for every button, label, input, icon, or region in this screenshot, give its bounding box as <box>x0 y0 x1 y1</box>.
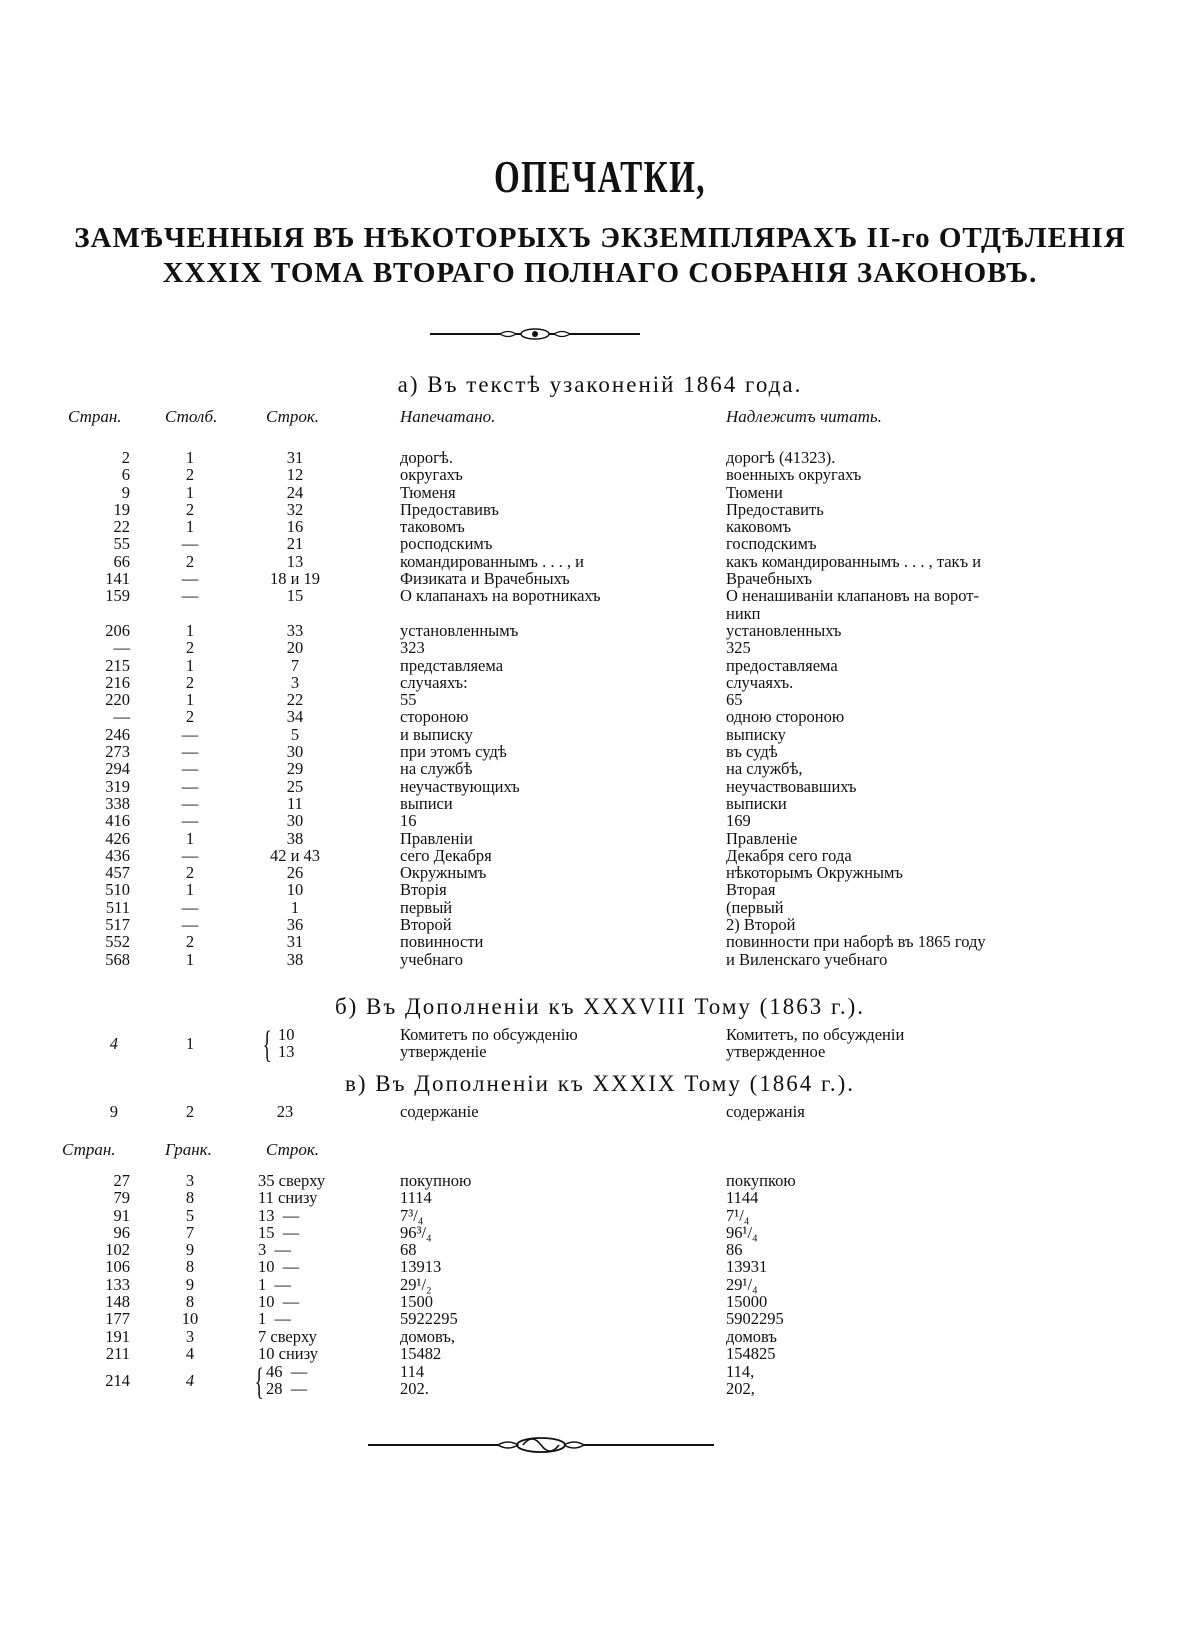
column-number: — <box>181 845 199 865</box>
correct-text: господскимъ <box>726 534 817 554</box>
table-row <box>0 1276 1200 1293</box>
errata-table-c <box>0 1172 1200 1362</box>
printed-text: сего Декабря <box>400 845 492 865</box>
line-number: 20 <box>286 638 304 658</box>
column-number: — <box>181 915 199 935</box>
table-row <box>0 622 1200 639</box>
printed-text: Тюменя <box>400 482 456 502</box>
printed-text: представляема <box>400 655 504 675</box>
page-number: 4 <box>109 1034 118 1053</box>
correct-text: 65 <box>726 690 743 710</box>
correct-text: Вторая <box>726 880 776 900</box>
printed-text: 1114 <box>400 1188 432 1208</box>
printed-text: при этомъ судѣ <box>400 742 507 762</box>
table-row <box>0 484 1200 501</box>
printed-text: домовъ, <box>400 1326 456 1346</box>
printed-text: дорогѣ. <box>400 448 453 467</box>
table-row <box>0 760 1200 777</box>
section-b-heading: б) Въ Дополненіи къ XXXVIII Тому (1863 г.). <box>334 994 866 1019</box>
printed-text: Окружнымъ <box>400 863 487 883</box>
line-number: 10 — <box>258 1292 300 1312</box>
column-number: 1 <box>185 828 195 848</box>
line-number: 31 <box>286 932 304 952</box>
correct-text: Правленіе <box>726 828 798 848</box>
page-number: 9 <box>109 1102 118 1121</box>
printed-text: и выписку <box>400 724 473 744</box>
table-row <box>0 1241 1200 1258</box>
printed-text: покупною <box>400 1171 472 1190</box>
table-row <box>0 899 1200 916</box>
column-header-page: Стран. <box>62 1140 116 1159</box>
line-number: 1 <box>290 897 300 917</box>
page-number: 215 <box>105 655 130 675</box>
page-number: 91 <box>113 1205 130 1225</box>
page-number: 436 <box>105 845 130 865</box>
galley-number: 8 <box>185 1257 195 1277</box>
table-row <box>0 657 1200 674</box>
page-number: 141 <box>105 569 130 589</box>
line-number: 16 <box>286 517 304 537</box>
table-row <box>0 1328 1200 1345</box>
page-number: 294 <box>105 759 130 779</box>
subtitle-line-2: XXXIX ТОМА ВТОРАГО ПОЛНАГО СОБРАНІЯ ЗАКОНОВЪ. <box>162 257 1038 289</box>
correct-text: Врачебныхъ <box>726 569 813 589</box>
line-number: 25 <box>286 776 304 796</box>
line-number: 11 снизу <box>258 1188 318 1208</box>
printed-text: 96³/₄ <box>400 1222 432 1242</box>
page-number: 96 <box>113 1222 130 1242</box>
table-row <box>0 812 1200 829</box>
correct-text: 325 <box>726 638 751 658</box>
column-header-galley: Гранк. <box>165 1140 212 1159</box>
page-number: — <box>113 638 130 658</box>
column-number: 2 <box>185 1102 195 1121</box>
page-number: 246 <box>105 724 130 744</box>
page-number: 2 <box>121 448 130 467</box>
printed-text: неучаствующихъ <box>400 776 520 796</box>
table-row <box>0 726 1200 743</box>
printed-text: Предоставивъ <box>400 499 499 519</box>
column-number: 1 <box>185 690 195 710</box>
galley-number: 8 <box>185 1292 195 1312</box>
page-number: 191 <box>105 1326 130 1346</box>
printed-text: 323 <box>400 638 425 658</box>
line-number: 13 <box>286 551 304 571</box>
correct-text: въ судѣ <box>726 742 778 762</box>
column-number: — <box>181 569 199 589</box>
page-title: ОПЕЧАТКИ, <box>493 151 707 202</box>
page-number: 22 <box>113 517 130 537</box>
line-number: 33 <box>286 620 304 640</box>
column-number: 1 <box>185 949 195 969</box>
galley-number: 8 <box>185 1188 195 1208</box>
column-number: 1 <box>185 880 195 900</box>
correct-text: 169 <box>726 811 751 831</box>
line-number: 30 <box>286 742 304 762</box>
printed-text: Физиката и Врачебныхъ <box>400 569 570 589</box>
correct-text: 114, <box>726 1362 755 1381</box>
line-number: 13 <box>278 1042 295 1061</box>
galley-number: 10 <box>181 1309 199 1329</box>
page-number: 416 <box>105 811 130 831</box>
brace: { <box>254 1361 264 1403</box>
column-number: — <box>181 759 199 779</box>
printed-text: О клапанахъ на воротникахъ <box>400 586 601 606</box>
printed-text: Вторія <box>400 880 447 900</box>
page-number: 511 <box>105 897 130 917</box>
printed-text: 1500 <box>400 1292 433 1312</box>
page-number: 106 <box>105 1257 130 1277</box>
page-number: 510 <box>105 880 130 900</box>
page-number: — <box>113 707 130 727</box>
printed-text: таковомъ <box>400 517 465 537</box>
table-row <box>0 1172 1200 1189</box>
correct-text: военныхъ округахъ <box>726 465 862 485</box>
page-number: 102 <box>105 1240 130 1260</box>
table-row <box>0 691 1200 708</box>
page-number: 457 <box>105 863 130 883</box>
correct-text: 154825 <box>726 1343 776 1363</box>
table-row <box>0 795 1200 812</box>
printed-text: на службѣ <box>400 759 473 779</box>
galley-number: 3 <box>185 1326 195 1346</box>
column-number: 1 <box>185 482 195 502</box>
table-row <box>0 1189 1200 1206</box>
section-c-first-row <box>0 1103 1200 1120</box>
table-row <box>0 1207 1200 1224</box>
page-number: 216 <box>105 672 130 692</box>
line-number: 12 <box>286 465 304 485</box>
printed-text: первый <box>400 897 453 917</box>
table-row <box>0 587 1200 604</box>
line-number: 7 <box>290 655 300 675</box>
correct-text: 96¹/₄ <box>726 1222 758 1242</box>
table-row <box>0 708 1200 725</box>
correct-text: случаяхъ. <box>726 672 794 692</box>
column-number: — <box>181 586 199 606</box>
galley-number: 5 <box>185 1205 195 1225</box>
column-header-line: Строк. <box>266 1140 320 1159</box>
correct-text: 29¹/₄ <box>726 1274 758 1294</box>
line-number: 10 снизу <box>258 1343 319 1363</box>
line-number: 3 — <box>258 1240 291 1260</box>
line-number: 18 и 19 <box>269 569 321 589</box>
line-number: 31 <box>286 448 304 467</box>
page-number: 338 <box>105 793 130 813</box>
table-row <box>0 1293 1200 1310</box>
line-number: 7 сверху <box>258 1326 317 1346</box>
brace: { <box>262 1024 272 1066</box>
line-number: 30 <box>286 811 304 831</box>
section-a-heading: а) Въ текстѣ узаконеній 1864 года. <box>397 372 803 397</box>
ornament-divider-bottom <box>368 1436 714 1454</box>
galley-number: 3 <box>185 1171 195 1190</box>
page-number: 273 <box>105 742 130 762</box>
page-number: 206 <box>105 620 130 640</box>
printed-text: стороною <box>400 707 469 727</box>
page-number: 6 <box>121 465 130 485</box>
line-number: 29 <box>286 759 304 779</box>
correct-text: и Виленскаго учебнаго <box>726 949 888 969</box>
correct-text: предоставляема <box>726 655 838 675</box>
page-number: 568 <box>105 949 130 969</box>
galley-number: 7 <box>185 1222 195 1242</box>
column-header-correct: Надлежитъ читать. <box>726 407 882 426</box>
line-number: 5 <box>290 724 300 744</box>
column-header-column: Столб. <box>165 407 218 426</box>
printed-text: установленнымъ <box>400 620 519 640</box>
table-row <box>0 830 1200 847</box>
column-number: 1 <box>185 448 195 467</box>
printed-text: командированнымъ . . . , и <box>400 551 584 571</box>
column-number: — <box>181 793 199 813</box>
line-number: 32 <box>286 499 304 519</box>
page-number: 159 <box>105 586 130 606</box>
line-number: 15 <box>286 586 304 606</box>
correct-text: Тюмени <box>726 482 783 502</box>
page-number: 19 <box>113 499 130 519</box>
table-row <box>0 501 1200 518</box>
line-number: 36 <box>286 915 304 935</box>
table-row <box>0 1310 1200 1327</box>
printed-text: 114 <box>400 1362 425 1381</box>
printed-text: Правленіи <box>400 828 473 848</box>
column-number: 2 <box>185 932 195 952</box>
page-number: 55 <box>113 534 130 554</box>
column-number: 1 <box>185 517 195 537</box>
table-row <box>0 639 1200 656</box>
line-number: 13 — <box>258 1205 300 1225</box>
table-row <box>0 605 1200 622</box>
line-number: 10 <box>286 880 304 900</box>
correct-text: домовъ <box>726 1326 777 1346</box>
line-number: 26 <box>286 863 304 883</box>
column-number: — <box>181 534 199 554</box>
column-number: 2 <box>185 465 195 485</box>
table-row <box>0 881 1200 898</box>
column-number: 2 <box>185 863 195 883</box>
line-number: 46 — <box>266 1362 308 1381</box>
correct-text: нѣкоторымъ Окружнымъ <box>726 863 903 883</box>
printed-text: учебнаго <box>400 949 464 969</box>
line-number: 35 сверху <box>258 1171 326 1190</box>
page-number: 148 <box>105 1292 130 1312</box>
printed-text: Комитетъ по обсужденію <box>400 1025 578 1044</box>
correct-text: выписки <box>726 793 787 813</box>
correct-text: 5902295 <box>726 1309 784 1329</box>
printed-text: 15482 <box>400 1343 442 1363</box>
section-b-row <box>0 1026 1200 1066</box>
column-number: — <box>181 776 199 796</box>
column-number: — <box>181 811 199 831</box>
page-number: 211 <box>105 1343 130 1363</box>
table-row <box>0 1345 1200 1362</box>
column-number: 2 <box>185 707 195 727</box>
table-row <box>0 553 1200 570</box>
page-number: 133 <box>105 1274 130 1294</box>
page-number: 220 <box>105 690 130 710</box>
printed-text: повинности <box>400 932 484 952</box>
page-number: 214 <box>105 1371 130 1390</box>
line-number: 28 — <box>266 1379 308 1398</box>
page-number: 27 <box>113 1171 130 1190</box>
correct-text: одною стороною <box>726 707 845 727</box>
correct-text: выписку <box>726 724 786 744</box>
correct-text: О ненашиваніи клапановъ на ворот- <box>726 586 979 606</box>
correct-text: покупкою <box>726 1171 796 1190</box>
table-row <box>0 847 1200 864</box>
printed-text: 202. <box>400 1379 429 1398</box>
page-number: 79 <box>113 1188 130 1208</box>
printed-text: содержаніе <box>400 1102 479 1121</box>
section-c-last-row <box>0 1363 1200 1403</box>
table-row <box>0 864 1200 881</box>
table-row <box>0 951 1200 968</box>
page-number: 9 <box>121 482 130 502</box>
printed-text: 68 <box>400 1240 417 1260</box>
column-number: 2 <box>185 551 195 571</box>
line-number: 42 и 43 <box>269 845 321 865</box>
correct-text: какъ командированнымъ . . . , такъ и <box>726 551 982 571</box>
column-number: — <box>181 724 199 744</box>
correct-text: 86 <box>726 1240 743 1260</box>
table-row <box>0 449 1200 466</box>
line-number: 38 <box>286 949 304 969</box>
table-row <box>0 466 1200 483</box>
correct-text: Декабря сего года <box>726 845 852 865</box>
line-number: 34 <box>286 707 304 727</box>
correct-text: никп <box>726 603 761 623</box>
line-number: 23 <box>276 1102 294 1121</box>
printed-text: 16 <box>400 811 417 831</box>
printed-text: 55 <box>400 690 417 710</box>
correct-text: повинности при наборѣ въ 1865 году <box>726 932 986 952</box>
line-number: 22 <box>286 690 304 710</box>
correct-text: каковомъ <box>726 517 792 537</box>
correct-text: Комитетъ, по обсужденіи <box>726 1025 905 1044</box>
line-number: 21 <box>286 534 304 554</box>
section-c-heading: в) Въ Дополненіи къ XXXIX Тому (1864 г.). <box>345 1071 855 1096</box>
correct-text: Предоставить <box>726 499 824 519</box>
line-number: 15 — <box>258 1222 300 1242</box>
page-number: 66 <box>113 551 130 571</box>
line-number: 11 <box>287 793 303 813</box>
line-number: 38 <box>286 828 304 848</box>
column-header-printed: Напечатано. <box>400 407 496 426</box>
printed-text: 29¹/₂ <box>400 1274 432 1294</box>
page-number: 177 <box>105 1309 130 1329</box>
printed-text: утвержденіе <box>400 1042 487 1061</box>
correct-text: 202, <box>726 1379 755 1398</box>
column-number: 2 <box>185 499 195 519</box>
column-number: 2 <box>185 672 195 692</box>
table-row <box>0 778 1200 795</box>
galley-number: 4 <box>185 1371 195 1390</box>
table-row <box>0 1224 1200 1241</box>
galley-number: 4 <box>185 1343 195 1363</box>
page-number: 517 <box>105 915 130 935</box>
column-number: 1 <box>185 655 195 675</box>
column-number: — <box>181 742 199 762</box>
line-number: 24 <box>286 482 304 502</box>
correct-text: 7¹/₄ <box>726 1205 750 1225</box>
column-number: 2 <box>185 638 195 658</box>
line-number: 10 <box>278 1025 295 1044</box>
galley-number: 9 <box>185 1240 195 1260</box>
printed-text: росподскимъ <box>400 534 493 554</box>
correct-text: 1144 <box>726 1188 759 1208</box>
ornament-divider-top <box>430 326 640 342</box>
correct-text: 2) Второй <box>726 915 796 935</box>
printed-text: 13913 <box>400 1257 442 1277</box>
correct-text: 15000 <box>726 1292 768 1312</box>
table-row <box>0 916 1200 933</box>
table-row <box>0 674 1200 691</box>
table-row <box>0 535 1200 552</box>
galley-number: 9 <box>185 1274 195 1294</box>
line-number: 3 <box>290 672 300 692</box>
subtitle-line-1: ЗАМѢЧЕННЫЯ ВЪ НѢКОТОРЫХЪ ЭКЗЕМПЛЯРАХЪ II-го ОТДѢЛЕНІЯ <box>74 222 1126 254</box>
correct-text: установленныхъ <box>726 620 842 640</box>
correct-text: на службѣ, <box>726 759 803 779</box>
correct-text: дорогѣ (41323). <box>726 448 836 467</box>
page-number: 552 <box>105 932 130 952</box>
errata-table-a <box>0 449 1200 968</box>
column-header-line: Строк. <box>266 407 320 426</box>
column-number: 1 <box>185 1034 195 1053</box>
printed-text: 5922295 <box>400 1309 458 1329</box>
line-number: 1 — <box>258 1309 291 1329</box>
correct-text: неучаствовавшихъ <box>726 776 857 796</box>
line-number: 1 — <box>258 1274 291 1294</box>
correct-text: (первый <box>726 897 784 917</box>
table-row <box>0 518 1200 535</box>
table-row <box>0 570 1200 587</box>
printed-text: случаяхъ: <box>400 672 468 692</box>
printed-text: выписи <box>400 793 453 813</box>
table-row <box>0 1258 1200 1275</box>
table-row <box>0 743 1200 760</box>
printed-text: Второй <box>400 915 452 935</box>
page-number: 319 <box>105 776 130 796</box>
line-number: 10 — <box>258 1257 300 1277</box>
correct-text: утвержденное <box>726 1042 826 1061</box>
printed-text: 7³/₄ <box>400 1205 424 1225</box>
table-row <box>0 933 1200 950</box>
correct-text: 13931 <box>726 1257 768 1277</box>
column-number: 1 <box>185 620 195 640</box>
printed-text: округахъ <box>400 465 463 485</box>
column-number: — <box>181 897 199 917</box>
page-number: 426 <box>105 828 130 848</box>
column-header-page: Стран. <box>68 407 122 426</box>
correct-text: содержанія <box>726 1102 805 1121</box>
